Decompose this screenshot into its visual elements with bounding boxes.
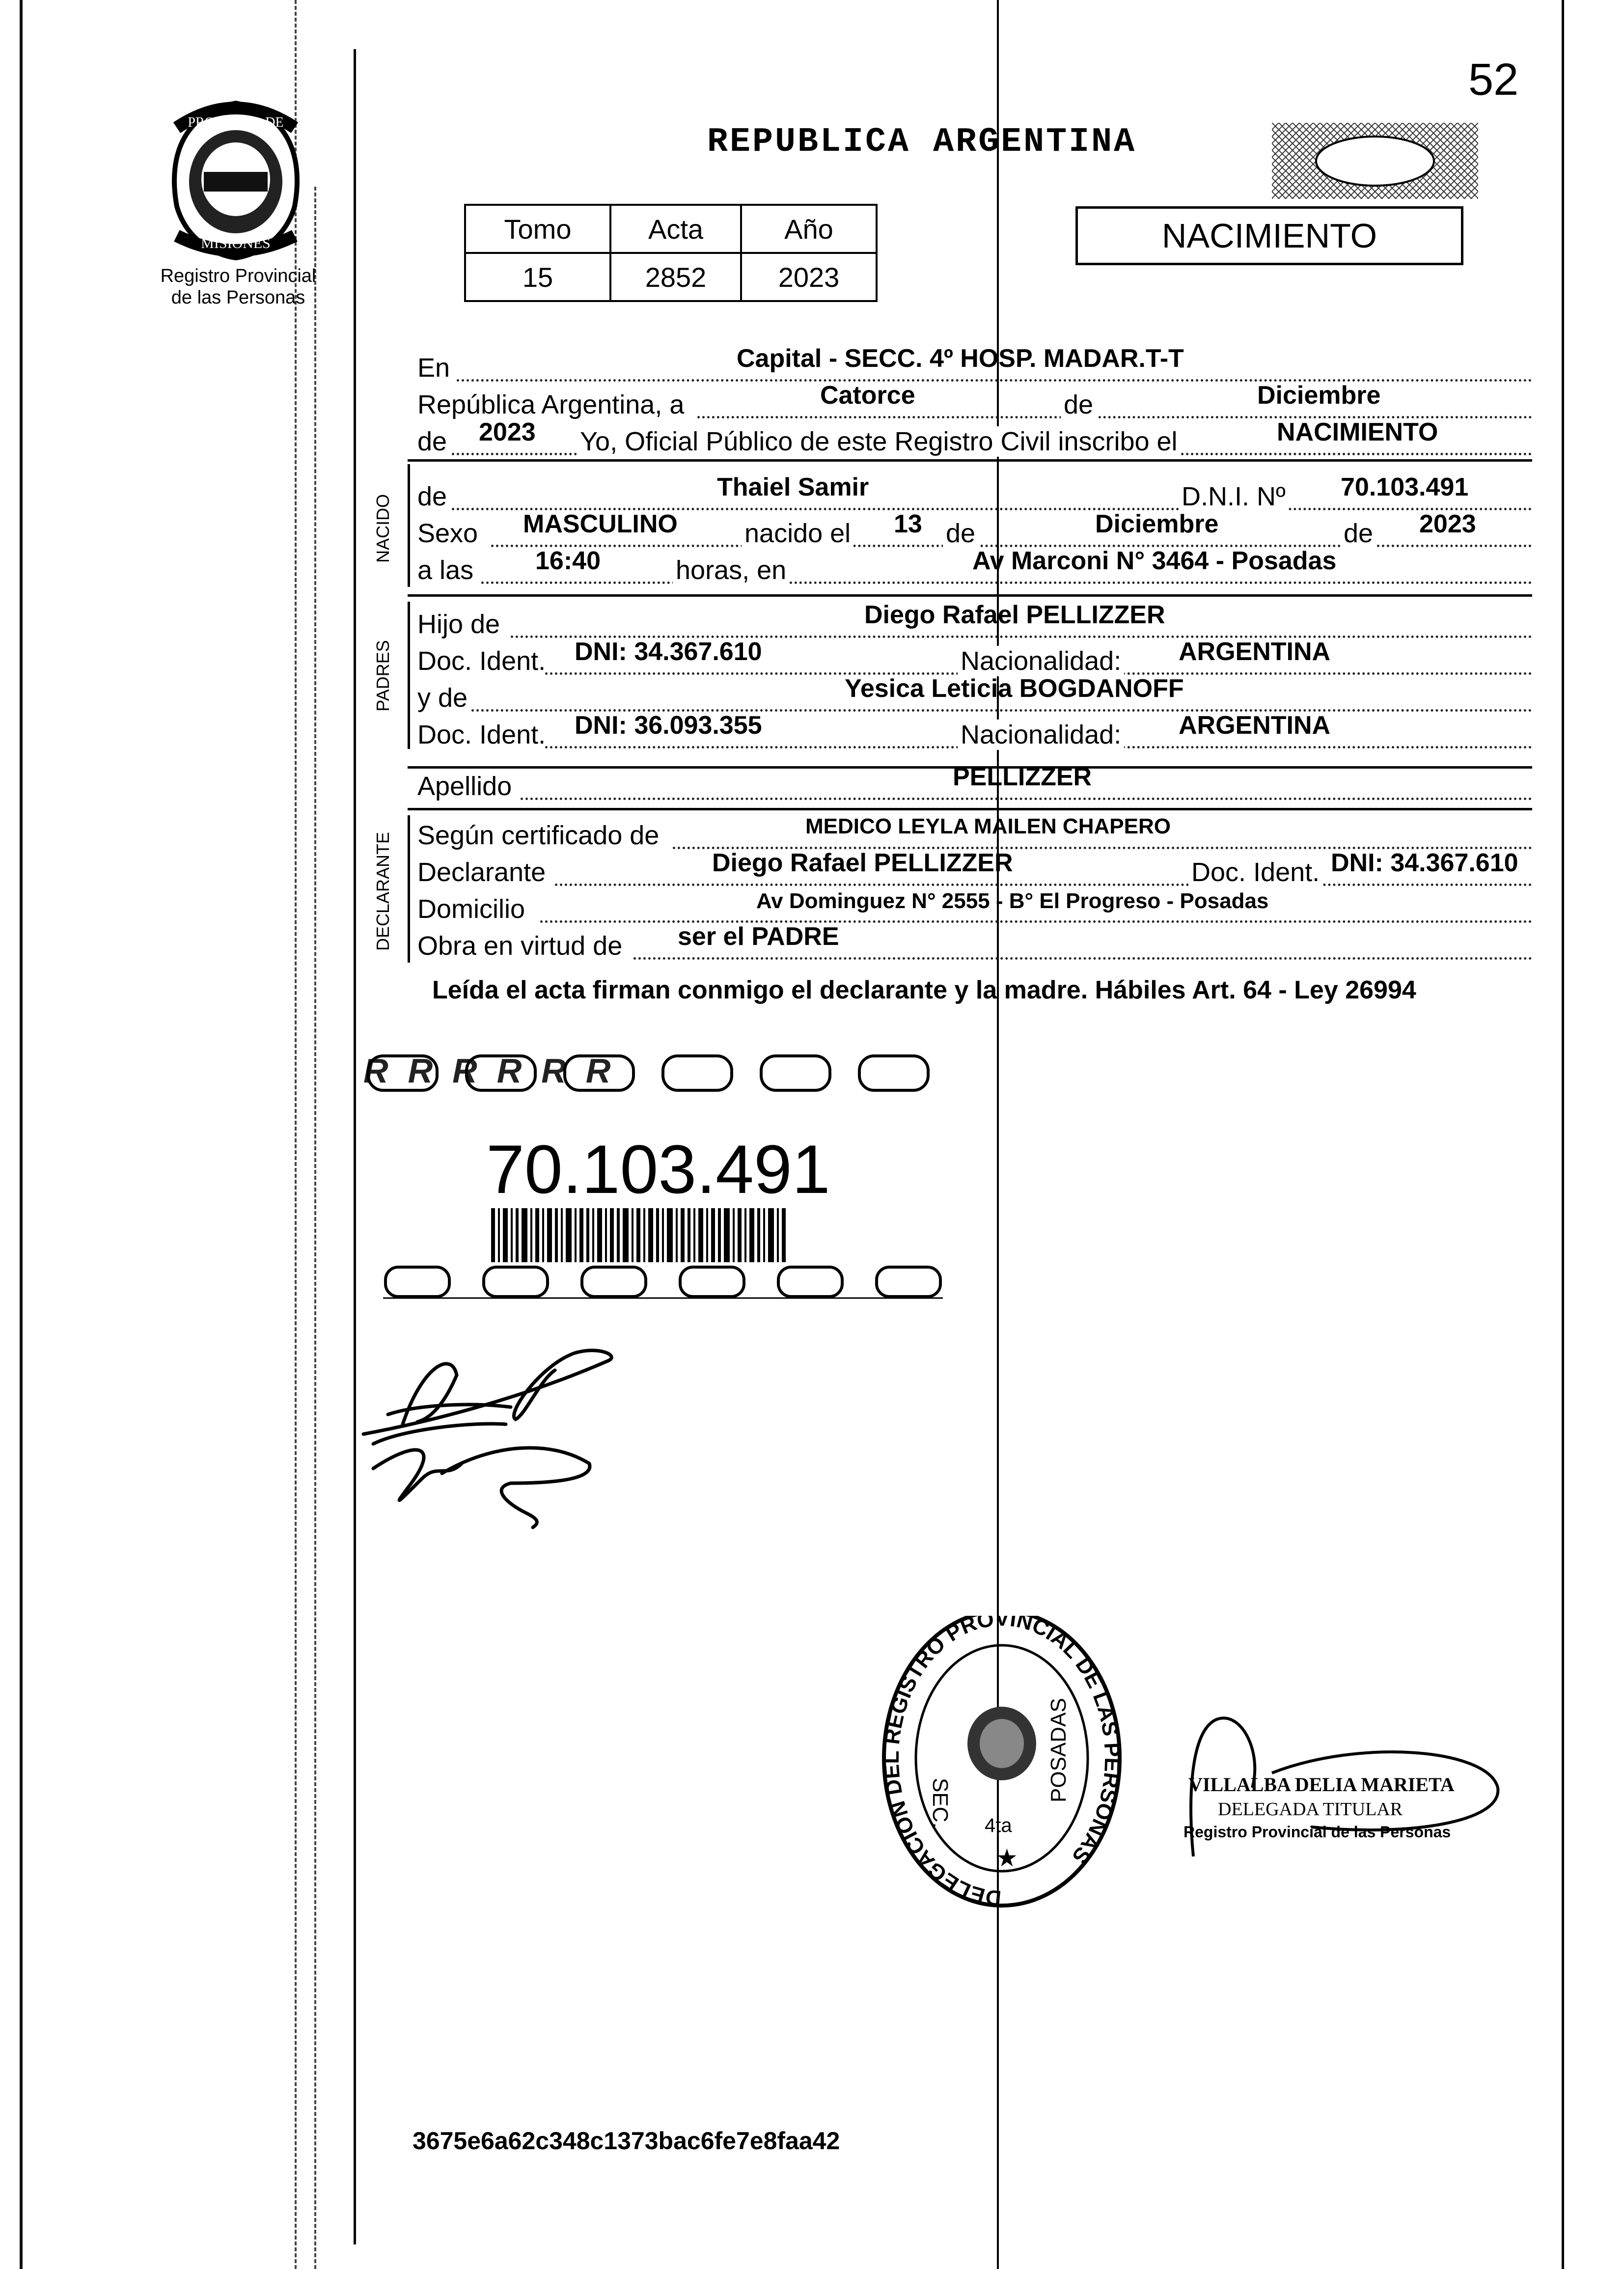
record-type-box: NACIMIENTO <box>1075 206 1463 265</box>
child-dni: 70.103.491 <box>1341 473 1469 501</box>
sexo-label: Sexo <box>417 519 478 548</box>
dotted-line <box>481 580 1532 584</box>
strip-r: R <box>452 1051 497 1090</box>
alas-label: a las <box>417 555 474 585</box>
father-name: Diego Rafael PELLIZZER <box>864 601 1165 629</box>
security-strip-bottom <box>383 1265 943 1299</box>
barcode-number: 70.103.491 <box>486 1131 830 1208</box>
record-value-acta: 2852 <box>610 253 741 301</box>
nacido-bracket <box>408 464 410 587</box>
registration-month: Diciembre <box>1257 381 1381 410</box>
side-label-declarante: DECLARANTE <box>373 831 393 951</box>
de-birth-month-label: de <box>943 518 978 549</box>
horas-en-label: horas, en <box>673 555 789 585</box>
de-label: de <box>1061 389 1096 420</box>
record-value-tomo: 15 <box>465 253 610 301</box>
handwritten-signatures <box>344 1316 638 1552</box>
declarant-name: Diego Rafael PELLIZZER <box>712 849 1013 877</box>
father-nationality: ARGENTINA <box>1179 637 1331 666</box>
surname: PELLIZZER <box>953 763 1092 791</box>
security-hologram-icon <box>1272 123 1478 199</box>
issuer-line-2: de las Personas <box>171 287 305 308</box>
page-left-edge <box>20 0 23 2269</box>
nacido-el-label: nacido el <box>742 518 853 549</box>
dni-label: D.N.I. Nº <box>1179 481 1289 512</box>
apellido-label: Apellido <box>417 772 512 801</box>
dotted-line <box>555 882 1532 886</box>
declarante-bracket <box>408 815 410 963</box>
strip-r: R <box>408 1051 453 1090</box>
de-birth-year-label: de <box>1341 518 1376 549</box>
logo-text-top: PROVINCIA DE <box>188 115 284 130</box>
seal-inner-right: POSADAS <box>1046 1698 1071 1802</box>
birth-month: Diciembre <box>1095 510 1219 538</box>
left-border-line <box>354 49 356 2244</box>
declarant-doc: DNI: 34.367.610 <box>1331 849 1518 877</box>
issuer-line-1: Registro Provincial <box>160 266 316 286</box>
strip-r: R <box>363 1051 408 1090</box>
strip-r: R <box>496 1051 542 1090</box>
barcode-icon <box>491 1208 786 1262</box>
side-label-padres: PADRES <box>373 640 393 712</box>
de-year-label: de <box>417 427 447 456</box>
child-name: Thaiel Samir <box>717 473 869 501</box>
mother-doc: DNI: 36.093.355 <box>575 711 762 740</box>
father-doc-label: Doc. Ident. <box>417 646 546 676</box>
dotted-line <box>633 955 1532 960</box>
record-table <box>464 204 878 302</box>
registration-year: 2023 <box>479 418 536 446</box>
birth-time: 16:40 <box>535 547 601 575</box>
registration-day: Catorce <box>820 381 915 410</box>
domicilio-label: Domicilio <box>417 894 525 924</box>
mother-nationality-label: Nacionalidad: <box>958 719 1124 750</box>
security-strip-pattern <box>366 1053 945 1093</box>
address: Av Dominguez N° 2555 - B° El Progreso - Posadas <box>756 889 1269 913</box>
document-title: REPUBLICA ARGENTINA <box>707 123 1137 162</box>
official-name: VILLALBA DELIA MARIETA <box>1188 1773 1455 1796</box>
fold-line <box>997 0 999 2269</box>
inscribed-event: NACIMIENTO <box>1277 418 1438 446</box>
declarant-doc-label: Doc. Ident. <box>1188 857 1322 887</box>
certificado-label: Según certificado de <box>417 821 660 850</box>
seal-inner-left: SEC. <box>928 1778 952 1828</box>
declarante-label: Declarante <box>417 858 546 887</box>
y-de-label: y de <box>417 683 468 713</box>
dashed-margin-line-2 <box>314 187 318 2269</box>
dashed-margin-line <box>295 0 299 2269</box>
obra-label: Obra en virtud de <box>417 931 623 961</box>
place-of-registration: Capital - SECC. 4º HOSP. MADAR.T-T <box>737 344 1184 373</box>
official-seal-stamp <box>879 1616 1125 1920</box>
child-sex: MASCULINO <box>523 510 678 538</box>
record-value-ano: 2023 <box>741 253 877 301</box>
page-number: 52 <box>1468 55 1519 105</box>
seal-ring-text: DELEGACION DEL REGISTRO PROVINCIAL DE LAS PERSONAS <box>879 1616 1125 1910</box>
side-label-nacido: NACIDO <box>373 494 393 563</box>
record-header-acta: Acta <box>610 205 741 253</box>
strip-r: R <box>585 1051 631 1090</box>
official-institution: Registro Provincial de las Personas <box>1184 1823 1451 1841</box>
issuer-label <box>147 265 329 308</box>
misiones-coat-of-arms-logo <box>157 98 314 260</box>
separator-4 <box>408 808 1532 810</box>
record-header-tomo: Tomo <box>465 205 610 253</box>
logo-text-bottom: MISIONES <box>201 235 271 251</box>
mother-doc-label: Doc. Ident. <box>417 720 546 749</box>
svg-text:★: ★ <box>996 1844 1018 1872</box>
hijo-de-label: Hijo de <box>417 609 500 639</box>
inscribo-label: Yo, Oficial Público de este Registro Civil inscribo el <box>577 426 1181 457</box>
birth-place: Av Marconi N° 3464 - Posadas <box>972 547 1337 575</box>
right-border-line <box>1562 0 1564 2269</box>
padres-bracket <box>408 602 410 749</box>
strip-r: R <box>541 1051 586 1090</box>
separator-2 <box>408 594 1532 597</box>
seal-inner-bottom: 4ta <box>985 1815 1012 1836</box>
birth-year: 2023 <box>1419 510 1476 538</box>
republica-label: República Argentina, a <box>417 390 685 419</box>
document-hash: 3675e6a62c348c1373bac6fe7e8faa42 <box>413 2127 840 2155</box>
closing-statement: Leída el acta firman conmigo el declarante y la madre. Hábiles Art. 64 - Ley 26994 <box>432 976 1416 1004</box>
separator-1 <box>408 459 1532 462</box>
mother-name: Yesica Leticia BOGDANOFF <box>845 674 1184 703</box>
record-header-ano: Año <box>741 205 877 253</box>
official-title: DELEGADA TITULAR <box>1218 1799 1403 1820</box>
father-nationality-label: Nacionalidad: <box>958 646 1124 676</box>
dotted-line <box>521 796 1532 800</box>
name-label: de <box>417 482 447 511</box>
mother-nationality: ARGENTINA <box>1179 711 1331 740</box>
declarant-capacity: ser el PADRE <box>678 922 839 951</box>
father-doc: DNI: 34.367.610 <box>575 637 762 666</box>
official-signature-block <box>1174 1709 1517 1866</box>
certifying-doctor: MEDICO LEYLA MAILEN CHAPERO <box>805 814 1171 838</box>
en-label: En <box>417 353 450 383</box>
birth-day: 13 <box>894 510 922 538</box>
